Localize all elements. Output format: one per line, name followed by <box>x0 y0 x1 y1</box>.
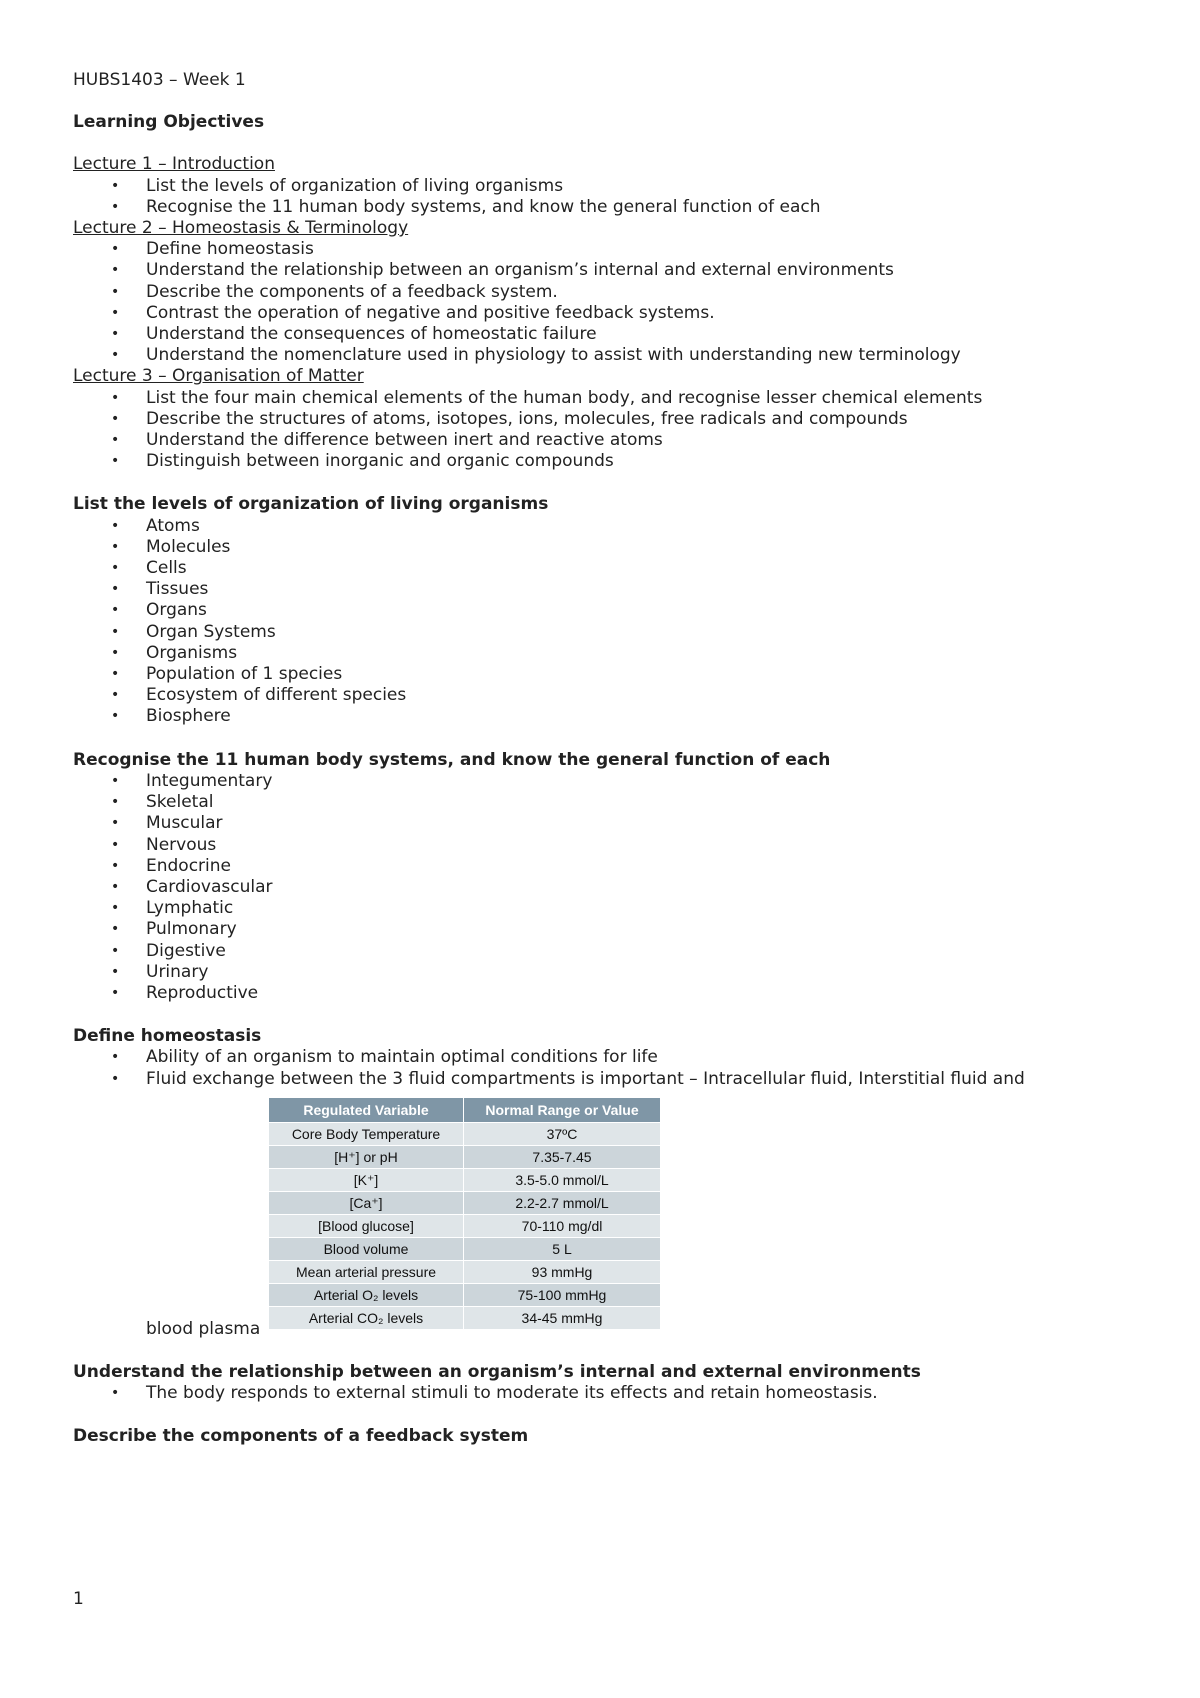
table-header: Regulated Variable <box>269 1097 464 1122</box>
document-page <box>73 70 1133 1447</box>
table-row <box>269 1260 661 1283</box>
table-row <box>269 1283 661 1306</box>
list-item: • Population of 1 species <box>146 664 1133 685</box>
body-systems-list <box>73 771 1133 1004</box>
list-item: • Describe the structures of atoms, isotopes, ions, molecules, free radicals and compounds <box>146 409 1133 430</box>
list-item: • List the four main chemical elements of the human body, and recognise lesser chemical elements <box>146 388 1133 409</box>
environments-heading: Understand the relationship between an organism’s internal and external environments <box>73 1361 921 1382</box>
list-item: • Organs <box>146 600 1133 621</box>
lecture-3-title: Lecture 3 – Organisation of Matter <box>73 366 364 387</box>
table-cell: [Blood glucose] <box>269 1214 464 1237</box>
regulated-variables-block <box>73 1090 1133 1340</box>
document-header: HUBS1403 – Week 1 <box>73 70 246 90</box>
list-item: • Ability of an organism to maintain optimal conditions for life <box>146 1047 1133 1068</box>
body-systems-heading: Recognise the 11 human body systems, and know the general function of each <box>73 749 831 770</box>
list-item: • Molecules <box>146 537 1133 558</box>
feedback-heading: Describe the components of a feedback system <box>73 1426 529 1447</box>
list-item: • Understand the difference between inert and reactive atoms <box>146 430 1133 451</box>
table-cell: 70-110 mg/dl <box>464 1214 661 1237</box>
list-item: • Cells <box>146 558 1133 579</box>
list-item: • Lymphatic <box>146 898 1133 919</box>
lecture-1-objectives <box>73 176 1133 218</box>
list-item: • Tissues <box>146 579 1133 600</box>
list-item: • Urinary <box>146 962 1133 983</box>
list-item: • Organ Systems <box>146 622 1133 643</box>
list-item: • The body responds to external stimuli to moderate its effects and retain homeostasis. <box>146 1383 1133 1404</box>
page-number: 1 <box>73 1589 84 1609</box>
homeostasis-heading: Define homeostasis <box>73 1026 262 1047</box>
list-item: • Understand the relationship between an organism’s internal and external environments <box>146 260 1133 281</box>
list-item: • Define homeostasis <box>146 239 1133 260</box>
table-cell: 37ºC <box>464 1122 661 1145</box>
list-item: • Ecosystem of different species <box>146 685 1133 706</box>
learning-objectives-heading: Learning Objectives <box>73 112 265 133</box>
table-cell: Arterial O₂ levels <box>269 1283 464 1306</box>
lecture-2-objectives <box>73 239 1133 366</box>
table-header-row <box>269 1097 661 1122</box>
table-cell: Core Body Temperature <box>269 1122 464 1145</box>
table-row <box>269 1306 661 1329</box>
list-item: • Integumentary <box>146 771 1133 792</box>
list-item: • Pulmonary <box>146 919 1133 940</box>
list-item: • Reproductive <box>146 983 1133 1004</box>
list-item: • Endocrine <box>146 856 1133 877</box>
lecture-1-title: Lecture 1 – Introduction <box>73 154 275 175</box>
table-header: Normal Range or Value <box>464 1097 661 1122</box>
list-item: • Muscular <box>146 813 1133 834</box>
list-item: • Cardiovascular <box>146 877 1133 898</box>
list-item: • Nervous <box>146 835 1133 856</box>
table-row <box>269 1145 661 1168</box>
table-cell: 3.5-5.0 mmol/L <box>464 1168 661 1191</box>
environments-list <box>73 1383 1133 1404</box>
list-item: • Skeletal <box>146 792 1133 813</box>
table-cell: 5 L <box>464 1237 661 1260</box>
table-row <box>269 1237 661 1260</box>
table-cell: [H⁺] or pH <box>269 1145 464 1168</box>
spacer <box>73 133 1133 154</box>
levels-list <box>73 516 1133 728</box>
table-cell: 34-45 mmHg <box>464 1306 661 1329</box>
table-cell: Blood volume <box>269 1237 464 1260</box>
list-item: • Fluid exchange between the 3 fluid compartments is important – Intracellular fluid, Interstitial fluid and <box>146 1069 1133 1090</box>
list-item: • Contrast the operation of negative and positive feedback systems. <box>146 303 1133 324</box>
list-item: • Digestive <box>146 941 1133 962</box>
list-item: • Recognise the 11 human body systems, and know the general function of each <box>146 197 1133 218</box>
list-item: • Biosphere <box>146 706 1133 727</box>
table-cell: [K⁺] <box>269 1168 464 1191</box>
list-item: • Describe the components of a feedback system. <box>146 282 1133 303</box>
list-item: • List the levels of organization of living organisms <box>146 176 1133 197</box>
list-item: • Understand the nomenclature used in physiology to assist with understanding new terminology <box>146 345 1133 366</box>
list-item: • Understand the consequences of homeostatic failure <box>146 324 1133 345</box>
lecture-3-objectives <box>73 388 1133 473</box>
table-cell: [Ca⁺] <box>269 1191 464 1214</box>
list-item: • Organisms <box>146 643 1133 664</box>
list-item: • Atoms <box>146 516 1133 537</box>
table-cell: Arterial CO₂ levels <box>269 1306 464 1329</box>
lecture-2-title: Lecture 2 – Homeostasis & Terminology <box>73 218 409 239</box>
table-row <box>269 1214 661 1237</box>
table-row <box>269 1122 661 1145</box>
table-cell: Mean arterial pressure <box>269 1260 464 1283</box>
list-item: • Distinguish between inorganic and organic compounds <box>146 451 1133 472</box>
regulated-variables-table <box>268 1097 661 1330</box>
table-row <box>269 1168 661 1191</box>
table-cell: 2.2-2.7 mmol/L <box>464 1191 661 1214</box>
levels-heading: List the levels of organization of living organisms <box>73 494 549 515</box>
homeostasis-list <box>73 1047 1133 1089</box>
table-cell: 93 mmHg <box>464 1260 661 1283</box>
table-cell: 7.35-7.45 <box>464 1145 661 1168</box>
table-row <box>269 1191 661 1214</box>
list-item-continuation: blood plasma <box>146 1318 261 1339</box>
table-cell: 75-100 mmHg <box>464 1283 661 1306</box>
